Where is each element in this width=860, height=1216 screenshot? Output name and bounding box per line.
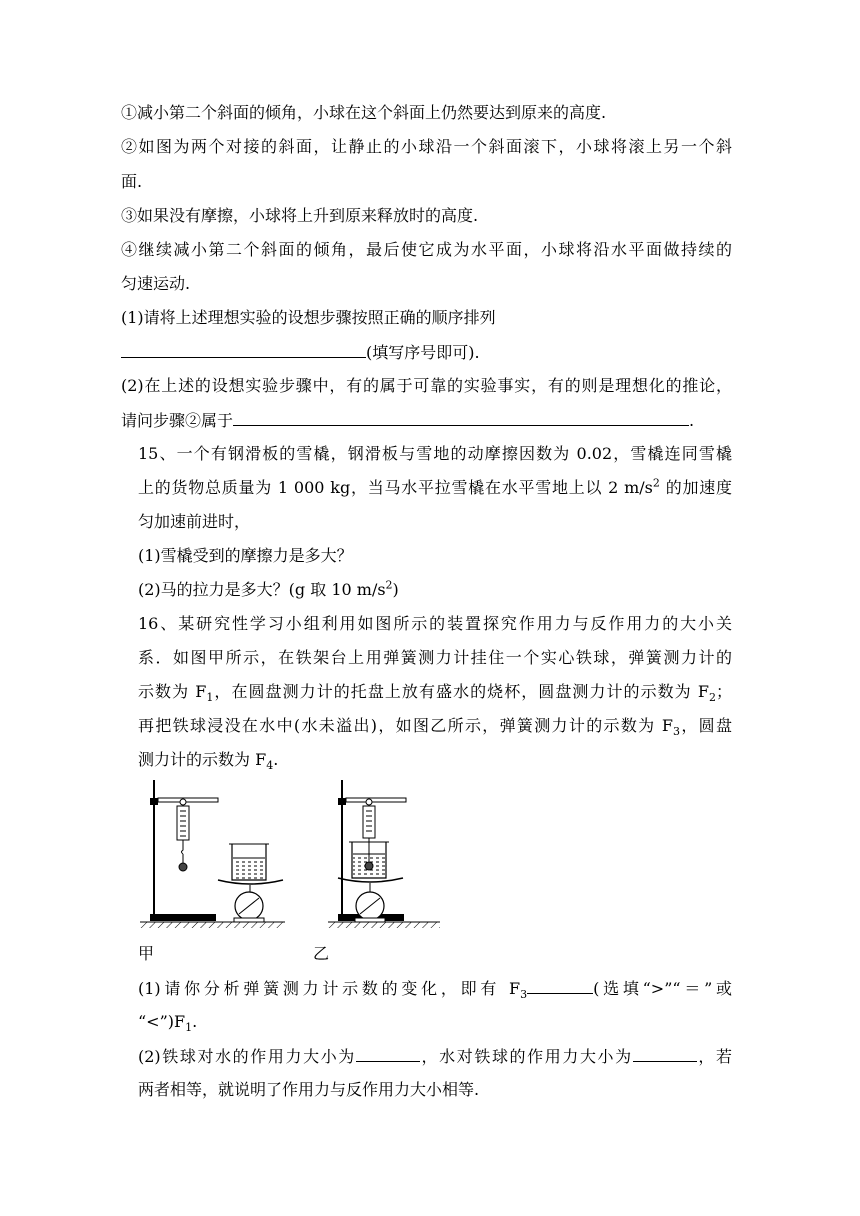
iron-ball-jia [179,863,187,871]
q16-line4-sub: 3 [673,725,681,739]
q16-line4-a: 再把铁球浸没在水中(水未溢出)，如图乙所示，弹簧测力计的示数为 F [138,716,674,735]
q16-line1-text: 16、某研究性学习小组利用如图所示的装置探究作用力与反作用力的大小关 [138,614,732,633]
q16-part1-cont [138,1012,198,1035]
q16-line2-text: 系．如图甲所示，在铁架台上用弹簧测力计挂住一个实心铁球，弹簧测力计的 [138,648,732,667]
q16-part2-wrap [138,1047,732,1066]
q16-part2-a: (2)铁球对水的作用力大小为 [138,1047,356,1066]
answer-blank-f3[interactable] [527,978,593,994]
iron-ball-yi [365,862,373,870]
q15-line3-text: 匀加速前进时， [138,512,251,531]
q15-line3 [138,512,250,532]
q16-line3-sub1: 1 [206,691,214,705]
step-4 [121,240,732,260]
q14-part2-prefix: 请问步骤②属于 [121,411,234,430]
q16-part1-c: “<”)F [138,1012,186,1031]
q16-part2-c: ，若 [696,1047,732,1066]
step-3-text: ③如果没有摩擦，小球将上升到原来释放时的高度. [121,206,479,225]
q16-line3-b: ，在圆盘测力计的托盘上放有盛水的烧杯，圆盘测力计的示数为 F [213,682,709,701]
q15-part1 [138,546,353,566]
figure-label-yi: 乙 [313,944,330,963]
q16-part1-d: . [192,1012,198,1031]
q16-part2-cont [138,1080,479,1100]
q16-line4-b: ，圆盘 [680,716,732,735]
q16-line4 [138,716,732,739]
step-4-cont [121,274,190,294]
answer-blank-step2[interactable] [233,410,689,426]
q16-part2-cont-text: 两者相等，就说明了作用力与反作用力大小相等. [138,1080,480,1099]
step-3 [121,206,478,226]
q14-part1-answer [121,342,480,363]
stand-base-jia [150,914,216,921]
q16-line3-a: 示数为 F [138,682,207,701]
q16-line5-b: . [273,750,279,769]
q16-line3 [138,682,732,705]
apparatus-yi [328,780,440,928]
step-2-cont [121,172,142,192]
q16-line3-wrap [138,682,732,705]
step-4-cont-text: 匀速运动. [121,274,191,293]
step-4-text: ④继续减小第二个斜面的倾角，最后使它成为水平面，小球将沿水平面做持续的 [121,240,732,259]
q14-part1-suffix: (填写序号即可). [366,343,480,362]
q16-part1 [138,978,732,1002]
q15-part2-sup: 2 [385,578,393,592]
step-2-cont-text: 面. [121,172,143,191]
q16-part1-b: (选填“>”“＝”或 [593,979,732,998]
q16-part1-a: (1)请你分析弹簧测力计示数的变化，即有 F [138,979,521,998]
apparatus-jia [140,780,285,928]
q16-line2 [138,648,732,668]
clamp-jia [150,798,158,805]
answer-blank-ball-on-water[interactable] [356,1046,420,1062]
answer-blank-water-on-ball[interactable] [633,1046,697,1062]
q15-part2-a: (2)马的拉力是多大？(g 取 10 m/s [138,580,386,599]
step-2 [121,137,732,157]
stand-arm-jia [158,798,218,802]
q14-part2 [121,376,732,396]
q15-line1-text: 15、一个有钢滑板的雪橇，钢滑板与雪地的动摩擦因数为 0.02，雪橇连同雪橇 [138,444,732,463]
q16-line3-c: ； [715,682,732,701]
q15-line2-a: 上的货物总质量为 1 000 kg，当马水平拉雪橇在水平雪地上以 2 m/s [138,478,653,497]
q16-line1 [138,614,732,634]
q14-part2-suffix: . [689,411,695,430]
q16-part1-sub2: 1 [185,1021,193,1035]
stand-arm-yi [346,798,406,802]
q16-line3-sub2: 2 [708,691,716,705]
q16-part2 [138,1046,732,1067]
q14-part2-text: (2)在上述的设想实验步骤中，有的属于可靠的实验事实，有的则是理想化的推论， [121,376,732,395]
q15-line1 [138,444,732,464]
clamp-yi [338,798,346,805]
ground-yi [328,922,440,928]
step-2-text: ②如图为两个对接的斜面，让静止的小球沿一个斜面滚下，小球将滚上另一个斜 [121,137,732,156]
q15-line2-sup: 2 [652,476,660,490]
q16-line5 [138,750,279,773]
q16-line5-a: 测力计的示数为 F [138,750,267,769]
apparatus-figure [140,776,440,934]
q14-part1 [121,308,496,328]
q15-part2-b: ) [392,580,399,599]
step-1-text: ①减小第二个斜面的倾角，小球在这个斜面上仍然要达到原来的高度. [121,103,607,122]
answer-blank-order[interactable] [121,342,366,358]
q15-line2-b: 的加速度 [659,478,732,497]
q15-line2 [138,478,732,498]
q14-part2-answer [121,410,694,431]
q16-line4-wrap [138,716,732,739]
step-1 [121,103,606,123]
figure-label-jia: 甲 [138,944,155,963]
q14-part1-text: (1)请将上述理想实验的设想步骤按照正确的顺序排列 [121,308,496,327]
q15-part1-text: (1)雪橇受到的摩擦力是多大？ [138,546,353,565]
water-jia [233,858,265,879]
q15-part2 [138,580,399,600]
beaker-jia [229,844,269,880]
q16-part1-wrap [138,979,732,1002]
q16-line5-sub: 4 [266,759,274,773]
ground-jia [140,922,285,928]
q16-part2-b: ，水对铁球的作用力大小为 [419,1047,633,1066]
q15-line2-wrap [138,478,732,497]
q16-part1-sub: 3 [520,988,528,1002]
